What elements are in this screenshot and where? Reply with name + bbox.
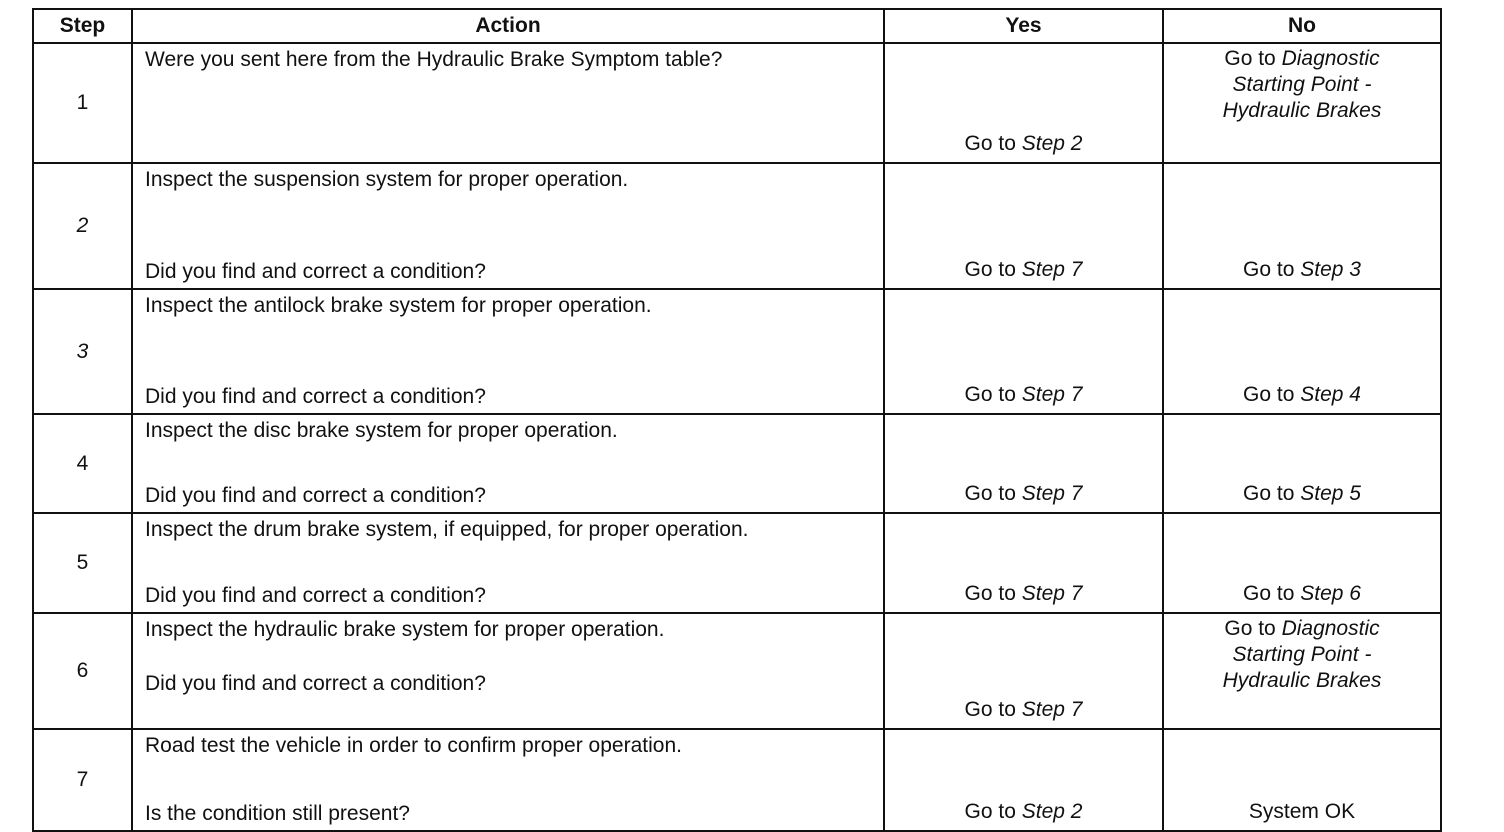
step-number: 4 — [33, 414, 132, 513]
yes-prefix: Go to — [964, 800, 1022, 823]
no-prefix: Go to — [1224, 47, 1282, 70]
action-cell — [132, 513, 884, 613]
no-prefix: Go to — [1243, 258, 1301, 281]
action-question: Did you find and correct a condition? — [145, 260, 486, 283]
step-number: 5 — [33, 513, 132, 613]
yes-step-link[interactable]: Step 7 — [1021, 582, 1083, 605]
action-cell — [132, 414, 884, 513]
action-question: Did you find and correct a condition? — [145, 672, 486, 695]
table-row — [33, 163, 1441, 289]
no-cell — [1163, 163, 1441, 289]
action-cell — [132, 163, 884, 289]
no-result: System OK — [1248, 800, 1356, 823]
yes-cell — [884, 43, 1163, 163]
action-question: Did you find and correct a condition? — [145, 584, 486, 607]
yes-step-link[interactable]: Step 7 — [1021, 698, 1083, 721]
table-row — [33, 729, 1441, 831]
action-cell — [132, 613, 884, 729]
action-text: Inspect the hydraulic brake system for proper operation. — [145, 618, 665, 641]
action-text: Inspect the suspension system for proper operation. — [145, 168, 629, 191]
yes-prefix: Go to — [964, 482, 1022, 505]
header-yes: Yes — [884, 9, 1163, 43]
header-step: Step — [33, 9, 132, 43]
action-text: Were you sent here from the Hydraulic Brake Symptom table? — [145, 48, 723, 71]
action-text: Inspect the disc brake system for proper operation. — [145, 419, 618, 442]
table-row — [33, 289, 1441, 414]
no-step-link[interactable]: Step 4 — [1300, 383, 1361, 406]
header-no: No — [1163, 9, 1441, 43]
yes-cell — [884, 729, 1163, 831]
step-number: 3 — [33, 289, 132, 414]
diagnostic-table — [32, 8, 1442, 832]
action-cell — [132, 43, 884, 163]
no-step-link[interactable]: Step 3 — [1300, 258, 1361, 281]
yes-step-link[interactable]: Step 2 — [1021, 800, 1083, 823]
yes-step-link[interactable]: Step 7 — [1021, 383, 1083, 406]
yes-prefix: Go to — [964, 258, 1022, 281]
no-prefix: Go to — [1243, 482, 1301, 505]
action-cell — [132, 729, 884, 831]
yes-step-link[interactable]: Step 7 — [1021, 482, 1083, 505]
action-question: Did you find and correct a condition? — [145, 484, 486, 507]
action-question: Is the condition still present? — [145, 802, 410, 825]
yes-cell — [884, 513, 1163, 613]
no-prefix: Go to — [1243, 383, 1301, 406]
no-step-link[interactable]: Step 6 — [1300, 582, 1361, 605]
no-step-link[interactable]: Step 5 — [1300, 482, 1361, 505]
action-question: Did you find and correct a condition? — [145, 385, 486, 408]
yes-prefix: Go to — [964, 698, 1022, 721]
table-row — [33, 513, 1441, 613]
yes-cell — [884, 163, 1163, 289]
yes-prefix: Go to — [964, 383, 1022, 406]
yes-step-link[interactable]: Step 7 — [1021, 258, 1083, 281]
table-row — [33, 613, 1441, 729]
no-cell — [1163, 613, 1441, 729]
step-number: 7 — [33, 729, 132, 831]
no-cell — [1163, 414, 1441, 513]
yes-prefix: Go to — [964, 582, 1022, 605]
action-question — [145, 158, 873, 162]
header-action: Action — [132, 9, 884, 43]
no-step-link[interactable]: Diagnostic Starting Point - Hydraulic Brakes — [1222, 47, 1382, 122]
action-text: Inspect the drum brake system, if equipped, for proper operation. — [145, 518, 749, 541]
header-row — [33, 9, 1441, 43]
action-text: Road test the vehicle in order to confirm proper operation. — [145, 734, 682, 757]
no-step-link[interactable]: Diagnostic Starting Point - Hydraulic Brakes — [1222, 617, 1382, 692]
no-cell — [1163, 43, 1441, 163]
yes-prefix: Go to — [964, 132, 1022, 155]
no-prefix: Go to — [1243, 582, 1301, 605]
table-row — [33, 43, 1441, 163]
step-number: 2 — [33, 163, 132, 289]
no-cell — [1163, 729, 1441, 831]
no-prefix: Go to — [1224, 617, 1282, 640]
table-row — [33, 414, 1441, 513]
yes-cell — [884, 289, 1163, 414]
no-cell — [1163, 289, 1441, 414]
action-cell — [132, 289, 884, 414]
action-text: Inspect the antilock brake system for proper operation. — [145, 294, 652, 317]
yes-cell — [884, 414, 1163, 513]
step-number: 6 — [33, 613, 132, 729]
no-cell — [1163, 513, 1441, 613]
yes-cell — [884, 613, 1163, 729]
yes-step-link[interactable]: Step 2 — [1021, 132, 1083, 155]
step-number: 1 — [33, 43, 132, 163]
